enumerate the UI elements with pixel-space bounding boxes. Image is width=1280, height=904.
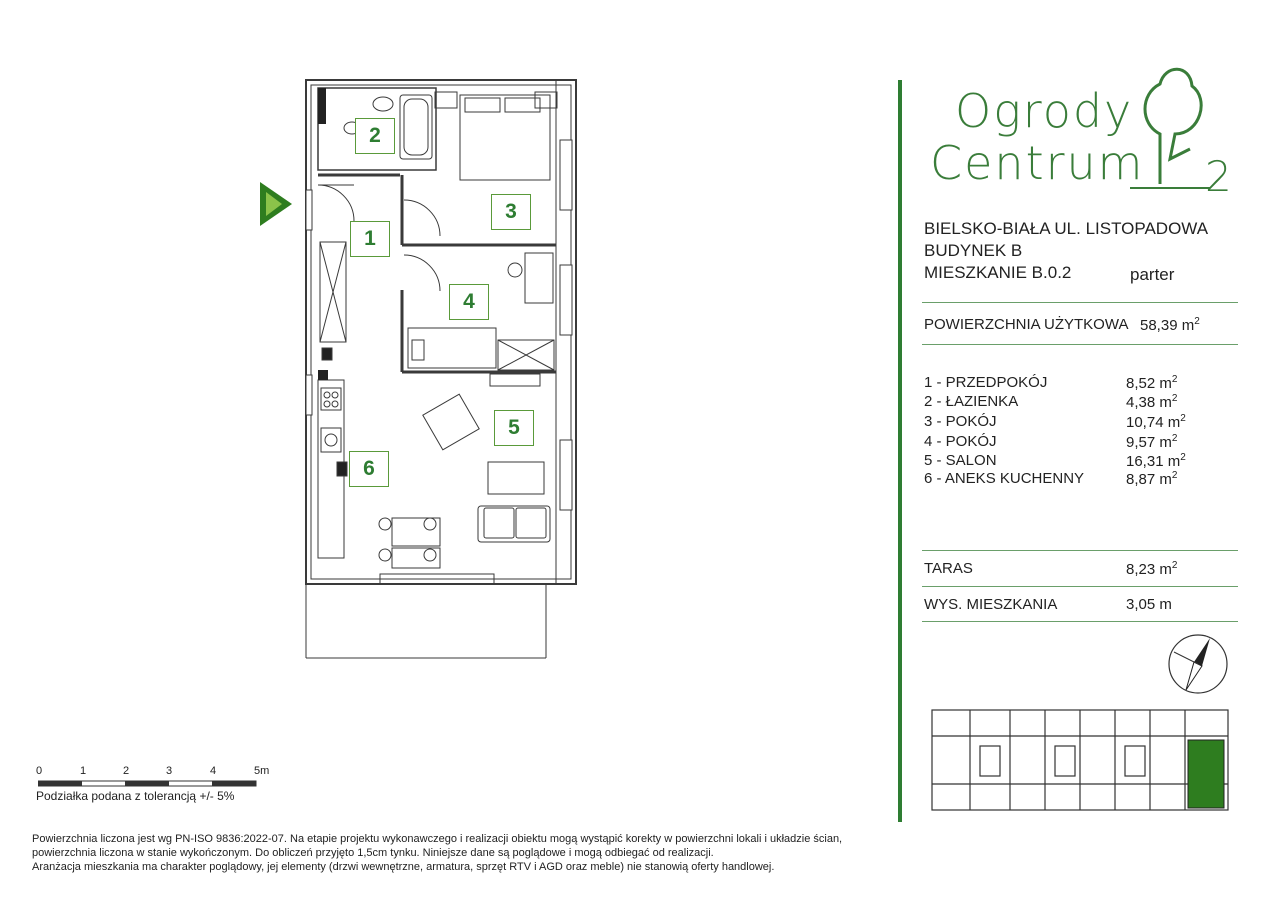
room-value-1: 8,52 $m^2$ xyxy=(1126,374,1178,392)
address-line1: BIELSKO-BIAŁA UL. LISTOPADOWA xyxy=(924,219,1209,238)
logo-line2: Centrum xyxy=(930,136,1145,190)
scale-tick-4: 4 xyxy=(210,765,217,777)
logo-line1: Ogrody xyxy=(955,84,1134,138)
scale-tick-5: 5m xyxy=(254,765,270,777)
footer-line3: Aranżacja mieszkania ma charakter poglądowy, jej elementy (drzwi wewnętrzne, armatura, sprzęt RTV i AGD oraz meble) nie stanowią oferty handlowej. xyxy=(32,861,775,873)
area-value: 58,39 $m^2$ xyxy=(1140,316,1200,334)
floor-label: parter xyxy=(1130,265,1175,284)
divider xyxy=(922,586,1238,587)
footer-line1: Powierzchnia liczona jest wg PN-ISO 9836:2022-07. Na etapie projektu wykonawczego i realizacji obiektu mogą wystąpić korekty w powierzchni lokali i układzie ścian, xyxy=(32,833,843,845)
room-label-2: 2 xyxy=(355,118,395,154)
address-line2: BUDYNEK B xyxy=(924,241,1023,260)
building-key-plan xyxy=(920,706,1240,816)
room-label-4: 4 xyxy=(449,284,489,320)
divider xyxy=(922,550,1238,551)
scale-tick-3: 3 xyxy=(166,765,173,777)
compass-icon xyxy=(1166,632,1230,696)
room-label-5: 5 xyxy=(494,410,534,446)
room-row-1: 1 - PRZEDPOKÓJ xyxy=(924,374,1048,391)
room-label-1: 1 xyxy=(350,221,390,257)
room-value-2: 4,38 $m^2$ xyxy=(1126,393,1178,411)
scale-tick-0: 0 xyxy=(36,765,43,777)
room-row-3: 3 - POKÓJ xyxy=(924,413,997,430)
logo-number: 2 xyxy=(1205,152,1234,201)
area-label: POWIERZCHNIA UŻYTKOWA xyxy=(924,316,1129,333)
entrance-arrow-icon xyxy=(256,180,296,228)
height-label: WYS. MIESZKANIA xyxy=(924,596,1058,613)
scale-bar xyxy=(38,780,262,788)
divider xyxy=(922,344,1238,345)
scale-tick-1: 1 xyxy=(80,765,87,777)
scale-tick-2: 2 xyxy=(123,765,130,777)
footer-line2: powierzchnia liczona w stanie wykończonym. Do obliczeń przyjęto 1,5cm tynku. Niniejsze dane są poglądowe i mogą odbiegać od realizacji. xyxy=(32,847,714,859)
room-row-5: 5 - SALON xyxy=(924,452,997,469)
tree-logo-icon xyxy=(1130,64,1210,194)
divider xyxy=(922,302,1238,303)
room-row-4: 4 - POKÓJ xyxy=(924,433,997,450)
panel-divider xyxy=(898,80,902,822)
room-label-6: 6 xyxy=(349,451,389,487)
room-value-5: 16,31 $m^2$ xyxy=(1126,452,1186,470)
room-row-2: 2 - ŁAZIENKA xyxy=(924,393,1019,410)
room-value-4: 9,57 $m^2$ xyxy=(1126,433,1178,451)
room-label-3: 3 xyxy=(491,194,531,230)
terrace-label: TARAS xyxy=(924,560,973,577)
room-value-6: 8,87 $m^2$ xyxy=(1126,470,1178,488)
scale-note: Podziałka podana z tolerancją +/- 5% xyxy=(36,789,235,803)
room-row-6: 6 - ANEKS KUCHENNY xyxy=(924,470,1085,487)
terrace-value: 8,23 $m^2$ xyxy=(1126,560,1178,578)
room-value-3: 10,74 $m^2$ xyxy=(1126,413,1186,431)
divider xyxy=(922,621,1238,622)
address-line3: MIESZKANIE B.0.2 xyxy=(924,263,1072,282)
height-value: 3,05 m xyxy=(1126,596,1172,613)
